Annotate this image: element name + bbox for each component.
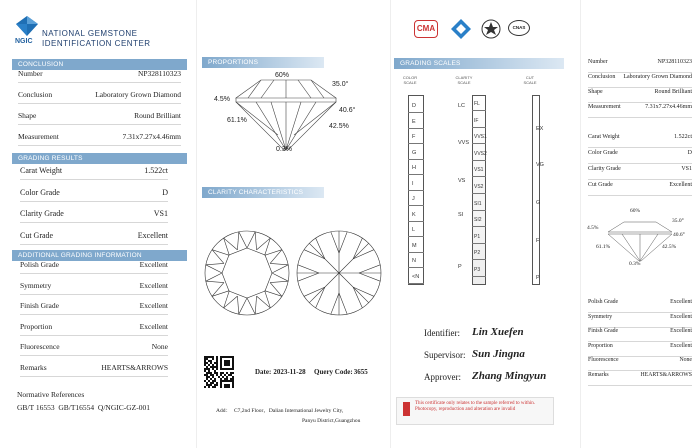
row-value: Laboratory Grown Diamond (95, 90, 181, 99)
row-divider (18, 124, 181, 125)
row-value: None (679, 357, 692, 363)
info-row (588, 314, 692, 320)
color-grade-label: F (412, 134, 416, 140)
additional-info-header: ADDITIONAL GRADING INFORMATION (12, 250, 187, 261)
info-row (20, 166, 168, 175)
table-percent: 60% (275, 72, 290, 79)
row-label: Symmetry (20, 280, 52, 290)
info-row (588, 134, 692, 140)
cnas-logo-icon: CNAS (508, 20, 530, 36)
row-value: HEARTS&ARROWS (101, 362, 168, 372)
row-value: NP328110323 (137, 69, 181, 78)
color-tick (408, 205, 424, 206)
row-value: 7.31x7.27x4.46mm (645, 104, 692, 110)
clarity-group-label: VS (458, 178, 466, 184)
info-row (588, 74, 692, 80)
clarity-grade-label: IF (474, 117, 479, 124)
clarity-scale-header: CLARITY SCALE (455, 75, 473, 85)
disclaimer-box (396, 397, 554, 425)
row-value: D (162, 187, 168, 197)
cut-scale-header: CUT SCALE (523, 75, 537, 85)
row-value: Excellent (670, 342, 692, 349)
cma-logo-icon: CMA (414, 20, 438, 38)
clarity-tick (472, 193, 486, 194)
clarity-tick (472, 243, 486, 244)
row-value: 1.522ct (674, 134, 692, 140)
grading-panel (390, 0, 580, 448)
row-divider (20, 294, 168, 295)
clarity-tick (472, 226, 486, 227)
row-value: Excellent (139, 260, 168, 269)
color-grade-label: H (412, 165, 416, 171)
diamond-logo-icon (450, 18, 472, 40)
address-line (216, 406, 343, 414)
row-label: Carat Weight (588, 134, 620, 140)
row-value: Round Brilliant (654, 89, 692, 95)
conclusion-header: CONCLUSION (12, 59, 187, 70)
info-row (588, 372, 692, 378)
row-divider (18, 103, 181, 104)
row-label: Measurement (18, 132, 59, 141)
crown-plot-diagram (202, 228, 292, 318)
org-name-line1: NATIONAL GEMSTONE (42, 29, 138, 38)
row-value: 7.31x7.27x4.46mm (122, 132, 181, 141)
stub-panel (580, 0, 700, 448)
row-label: Polish Grade (588, 299, 619, 305)
row-divider (588, 163, 692, 164)
info-row (588, 299, 692, 305)
color-tick (408, 112, 424, 113)
row-divider (18, 82, 181, 83)
date-line (255, 368, 306, 376)
color-tick (408, 128, 424, 129)
row-label: Proportion (20, 321, 53, 331)
row-label: Number (18, 69, 43, 78)
row-label: Color Grade (20, 187, 60, 197)
stub-crown-angle: 35.0° (672, 218, 684, 224)
query-code-line (314, 368, 368, 376)
color-tick (408, 252, 424, 253)
signature-name: Zhang Mingyun (472, 370, 547, 382)
row-label: Shape (588, 89, 603, 95)
clarity-grade-label: VVS1 (474, 134, 487, 141)
info-row (588, 343, 692, 349)
color-tick (408, 236, 424, 237)
middle-panel (196, 0, 390, 448)
color-tick (408, 283, 424, 284)
clarity-group-label: SI (458, 212, 464, 218)
clarity-group-label: LC (458, 103, 466, 109)
row-divider (20, 314, 168, 315)
clarity-tick (472, 110, 486, 111)
color-tick (408, 143, 424, 144)
pavilion-angle: 40.6° (339, 107, 356, 114)
star-seal-icon (480, 18, 502, 40)
color-tick (408, 221, 424, 222)
grading-scales-header: GRADING SCALES (394, 58, 564, 69)
clarity-grade-label: P3 (474, 267, 481, 273)
clarity-grade-label: FL (474, 101, 480, 107)
row-label: Measurement (588, 104, 621, 110)
cut-grade-label: VG (536, 162, 544, 168)
clarity-grade-label: VS2 (474, 184, 484, 190)
stub-proportions-diagram (602, 216, 678, 266)
info-row (20, 363, 168, 372)
row-divider (588, 147, 692, 148)
row-value: Excellent (139, 321, 168, 331)
cut-grade-label: G (536, 200, 541, 206)
row-divider (20, 376, 168, 377)
row-label: Finish Grade (588, 328, 619, 334)
left-panel (0, 0, 196, 448)
row-value: VS1 (681, 166, 692, 172)
color-grade-label: N (412, 258, 416, 264)
signature-name: Lin Xuefen (472, 326, 524, 338)
stub-culet: 0.3% (629, 261, 641, 267)
info-row (588, 89, 692, 95)
info-row (20, 188, 168, 197)
row-label: Polish Grade (20, 260, 59, 269)
pavilion-plot-diagram (294, 228, 384, 318)
row-value: Laboratory Grown Diamond (623, 74, 692, 80)
signature-role: Approver: (424, 372, 461, 382)
cut-grade-label: EX (536, 126, 544, 132)
clarity-tick (472, 176, 486, 177)
info-row (20, 301, 168, 310)
org-name-line2: IDENTIFICATION CENTER (42, 39, 151, 48)
row-value: Excellent (669, 182, 692, 188)
total-depth: 61.1% (227, 117, 247, 124)
normative-title: Normative References (17, 390, 85, 399)
row-label: Symmetry (588, 313, 613, 320)
row-label: Clarity Grade (588, 166, 621, 172)
row-divider (20, 273, 168, 274)
info-row (20, 231, 168, 240)
row-divider (588, 385, 692, 386)
row-label: Remarks (588, 371, 609, 378)
info-row (20, 281, 168, 290)
color-grade-label: D (412, 103, 416, 109)
row-divider (588, 117, 692, 118)
row-value: None (151, 342, 168, 351)
row-label: Number (588, 59, 608, 65)
info-row (18, 90, 181, 99)
row-divider (18, 145, 181, 146)
qr-code-icon[interactable] (204, 356, 236, 388)
row-value: Round Brilliant (134, 111, 181, 120)
color-grade-label: E (412, 118, 416, 125)
info-row (18, 132, 181, 141)
row-divider (20, 335, 168, 336)
disclaimer-text: This certificate only relates to the sample referred to within. Photocopy, reproduction and alteration are invalid (415, 401, 535, 412)
row-divider (20, 355, 168, 356)
clarity-tick (472, 127, 486, 128)
info-row (20, 342, 168, 351)
stub-crown-height: 4.5% (587, 225, 599, 231)
color-grade-label: J (412, 196, 415, 202)
row-label: Color Grade (588, 150, 618, 156)
clarity-group-label: P (458, 264, 462, 270)
address-line2: Panyu District,Guangzhou (302, 418, 361, 424)
info-row (588, 150, 692, 156)
color-grade-label: L (412, 227, 416, 233)
info-row (588, 328, 692, 334)
cut-scale-column (532, 95, 540, 285)
row-divider (20, 244, 168, 245)
color-scale-header: COLOR SCALE (402, 75, 418, 85)
row-value: VS1 (153, 209, 168, 218)
row-value: Excellent (670, 328, 692, 334)
color-grade-label: <N (412, 273, 420, 280)
info-row (18, 111, 181, 120)
color-grade-label: G (412, 149, 417, 156)
clarity-grade-label: VVS2 (474, 150, 487, 157)
row-label: Proportion (588, 342, 613, 349)
stub-table: 60% (630, 208, 641, 214)
clarity-tick (472, 160, 486, 161)
signature-name: Sun Jingna (472, 348, 525, 360)
row-value: Excellent (139, 280, 168, 290)
row-value: Excellent (670, 313, 692, 320)
row-value: Excellent (139, 301, 168, 310)
info-row (20, 260, 168, 269)
row-value: HEARTS&ARROWS (640, 371, 692, 378)
row-label: Fluorescence (588, 357, 619, 363)
row-label: Finish Grade (20, 301, 59, 310)
clarity-tick (472, 276, 486, 277)
clarity-tick (472, 210, 486, 211)
signature-role: Identifier: (424, 328, 460, 338)
logo-text: NGIC (15, 38, 33, 45)
color-grade-label: K (412, 211, 416, 218)
color-tick (408, 267, 424, 268)
grading-results-header: GRADING RESULTS (12, 153, 187, 164)
culet-size: 0.3% (276, 146, 292, 153)
clarity-tick (472, 259, 486, 260)
clarity-grade-label: SI1 (474, 200, 482, 207)
cut-grade-label: F (536, 238, 540, 244)
row-divider (20, 179, 168, 180)
color-tick (408, 159, 424, 160)
warning-icon (403, 402, 410, 416)
clarity-group-label: VVS (458, 140, 470, 146)
row-label: Shape (18, 111, 37, 120)
row-value: 1.522ct (144, 166, 168, 175)
cut-grade-label: P (536, 275, 540, 281)
stub-depth: 61.1% (596, 244, 611, 250)
color-grade-label: I (412, 180, 414, 187)
info-row (588, 104, 692, 110)
address-label: Add： (216, 408, 231, 414)
query-code-label: Query Code: (314, 368, 353, 376)
row-divider (588, 102, 692, 103)
row-label: Cut Grade (588, 182, 613, 188)
color-grade-label: M (412, 242, 417, 249)
row-divider (20, 201, 168, 202)
row-label: Cut Grade (20, 230, 54, 240)
info-row (20, 322, 168, 331)
info-row (588, 166, 692, 172)
row-value: Excellent (670, 299, 692, 305)
clarity-tick (472, 143, 486, 144)
date-value: 2023-11-28 (273, 368, 306, 376)
info-row (588, 59, 692, 65)
clarity-grade-label: VS1 (474, 167, 484, 174)
row-divider (588, 72, 692, 73)
info-row (20, 209, 168, 218)
signature-role: Supervisor: (424, 350, 466, 360)
row-divider (20, 222, 168, 223)
crown-height: 4.5% (214, 96, 230, 103)
row-label: Remarks (20, 362, 47, 372)
clarity-grade-label: P2 (474, 250, 481, 257)
row-label: Conclusion (18, 90, 53, 99)
clarity-grade-label: P1 (474, 233, 481, 240)
clarity-grade-label: SI2 (474, 217, 482, 224)
row-divider (588, 87, 692, 88)
row-label: Clarity Grade (20, 209, 64, 218)
info-row (588, 357, 692, 363)
color-tick (408, 190, 424, 191)
row-label: Fluorescence (20, 342, 60, 351)
normative-text: GB/T 16553 GB/T16554 Q/NGIC-GZ-001 (17, 403, 150, 412)
query-code-value: 3655 (353, 368, 368, 376)
stub-pavilion-depth: 42.5% (662, 244, 677, 250)
ngic-logo-icon (14, 14, 40, 38)
date-label: Date: (255, 368, 272, 376)
row-value: NP328110323 (657, 59, 692, 65)
crown-angle: 35.0° (332, 81, 349, 88)
pavilion-depth: 42.5% (329, 123, 349, 130)
row-label: Carat Weight (20, 166, 63, 175)
clarity-characteristics-header: CLARITY CHARACTERISTICS (202, 187, 324, 198)
row-divider (588, 195, 692, 196)
stub-pavilion-angle: 40.6° (673, 232, 685, 238)
info-row (588, 182, 692, 188)
info-row (18, 69, 181, 78)
row-label: Conclusion (588, 74, 616, 80)
color-tick (408, 174, 424, 175)
row-divider (588, 179, 692, 180)
row-value: Excellent (137, 230, 168, 240)
proportions-header: PROPORTIONS (202, 57, 324, 68)
address-line1: C7,2nd Floor，Dalian International Jewelry City, (233, 408, 344, 414)
row-value: D (687, 150, 692, 156)
